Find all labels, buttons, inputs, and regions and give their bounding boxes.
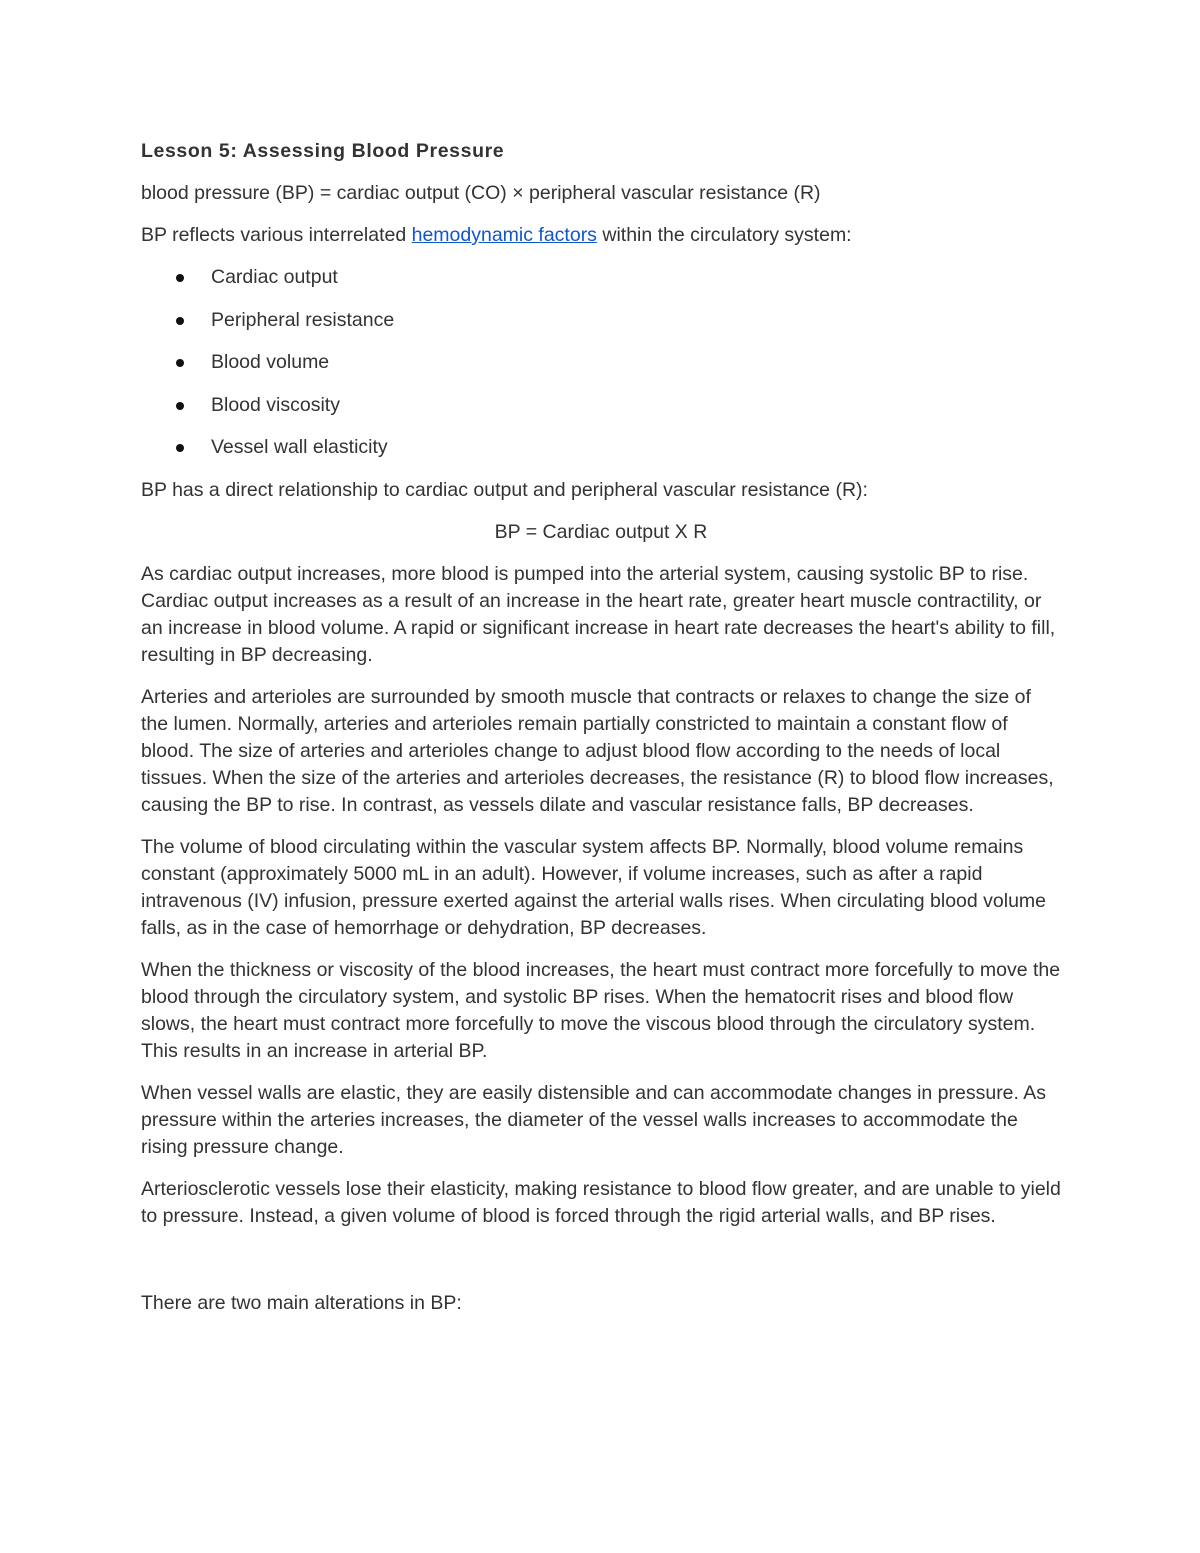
bp-formula-line: blood pressure (BP) = cardiac output (CO) × peripheral vascular resistance (R) (141, 182, 821, 204)
paragraph-arteriosclerosis: Arteriosclerotic vessels lose their elasticity, making resistance to blood flow greater, and are unable to yield to pressure. Instead, a given volume of blood is forced through the rigid arterial walls, and BP rises. (141, 1177, 1061, 1227)
paragraph-peripheral-resistance: Arteries and arterioles are surrounded by smooth muscle that contracts or relaxes to change the size of the lumen. Normally, arteries and arterioles remain partially constricted to maintain a constant flow of blood. The size of arteries and arterioles change to adjust blood flow according to the needs of local tissues. When the size of the arteries and arterioles decreases, the resistance (R) to blood flow increases, causing the BP to rise. In contrast, as vessels dilate and vascular resistance falls, BP decreases. (141, 685, 1054, 816)
paragraph-cardiac-output: As cardiac output increases, more blood is pumped into the arterial system, causing systolic BP to rise. Cardiac output increases as a result of an increase in the heart rate, greater heart muscle contractility, or an increase in blood volume. A rapid or significant increase in heart rate decreases the heart's ability to fill, resulting in BP decreasing. (141, 562, 1056, 666)
bullet-icon (176, 402, 184, 410)
paragraph-blood-viscosity: When the thickness or viscosity of the blood increases, the heart must contract more forcefully to move the blood through the circulatory system, and systolic BP rises. When the hematocrit rises and blood flow slows, the heart must contract more forcefully to move the viscous blood through the circulatory system. This results in an increase in arterial BP. (141, 958, 1061, 1062)
closing-paragraph: There are two main alterations in BP: (141, 1291, 462, 1314)
bp-equation: BP = Cardiac output X R (494, 520, 708, 543)
document-page (141, 138, 1061, 1332)
list-item (141, 264, 1061, 291)
list-item-text: Peripheral resistance (211, 308, 395, 331)
intro-paragraph (141, 222, 1061, 249)
list-item (141, 392, 1061, 419)
list-item-text: Vessel wall elasticity (211, 436, 388, 458)
bullet-icon (176, 359, 184, 367)
bullet-icon (176, 317, 184, 325)
paragraph-vessel-elasticity: When vessel walls are elastic, they are easily distensible and can accommodate changes in pressure. As pressure within the arteries increases, the diameter of the vessel walls increases to accommodate the rising pressure change. (141, 1081, 1047, 1158)
hemodynamic-factors-link[interactable]: hemodynamic factors (411, 224, 597, 246)
paragraph-blood-volume: The volume of blood circulating within the vascular system affects BP. Normally, blood volume remains constant (approximately 5000 mL in an adult). However, if volume increases, such as after a rapid intravenous (IV) infusion, pressure exerted against the arterial walls rises. When circulating blood volume falls, as in the case of hemorrhage or dehydration, BP decreases. (141, 835, 1047, 939)
list-item-text: Blood volume (211, 351, 330, 373)
intro-text-after: within the circulatory system: (596, 224, 852, 246)
list-item-text: Cardiac output (211, 266, 338, 288)
blank-space (141, 1245, 1061, 1290)
relationship-paragraph: BP has a direct relationship to cardiac output and peripheral vascular resistance (R): (141, 478, 868, 501)
document-title: Lesson 5: Assessing Blood Pressure (141, 140, 505, 162)
factors-list (141, 264, 1061, 461)
list-item (141, 349, 1061, 376)
list-item (141, 307, 1061, 334)
list-item (141, 434, 1061, 461)
intro-text-before: BP reflects various interrelated (141, 224, 412, 246)
bullet-icon (176, 274, 184, 282)
list-item-text: Blood viscosity (211, 393, 340, 416)
bullet-icon (176, 444, 184, 452)
